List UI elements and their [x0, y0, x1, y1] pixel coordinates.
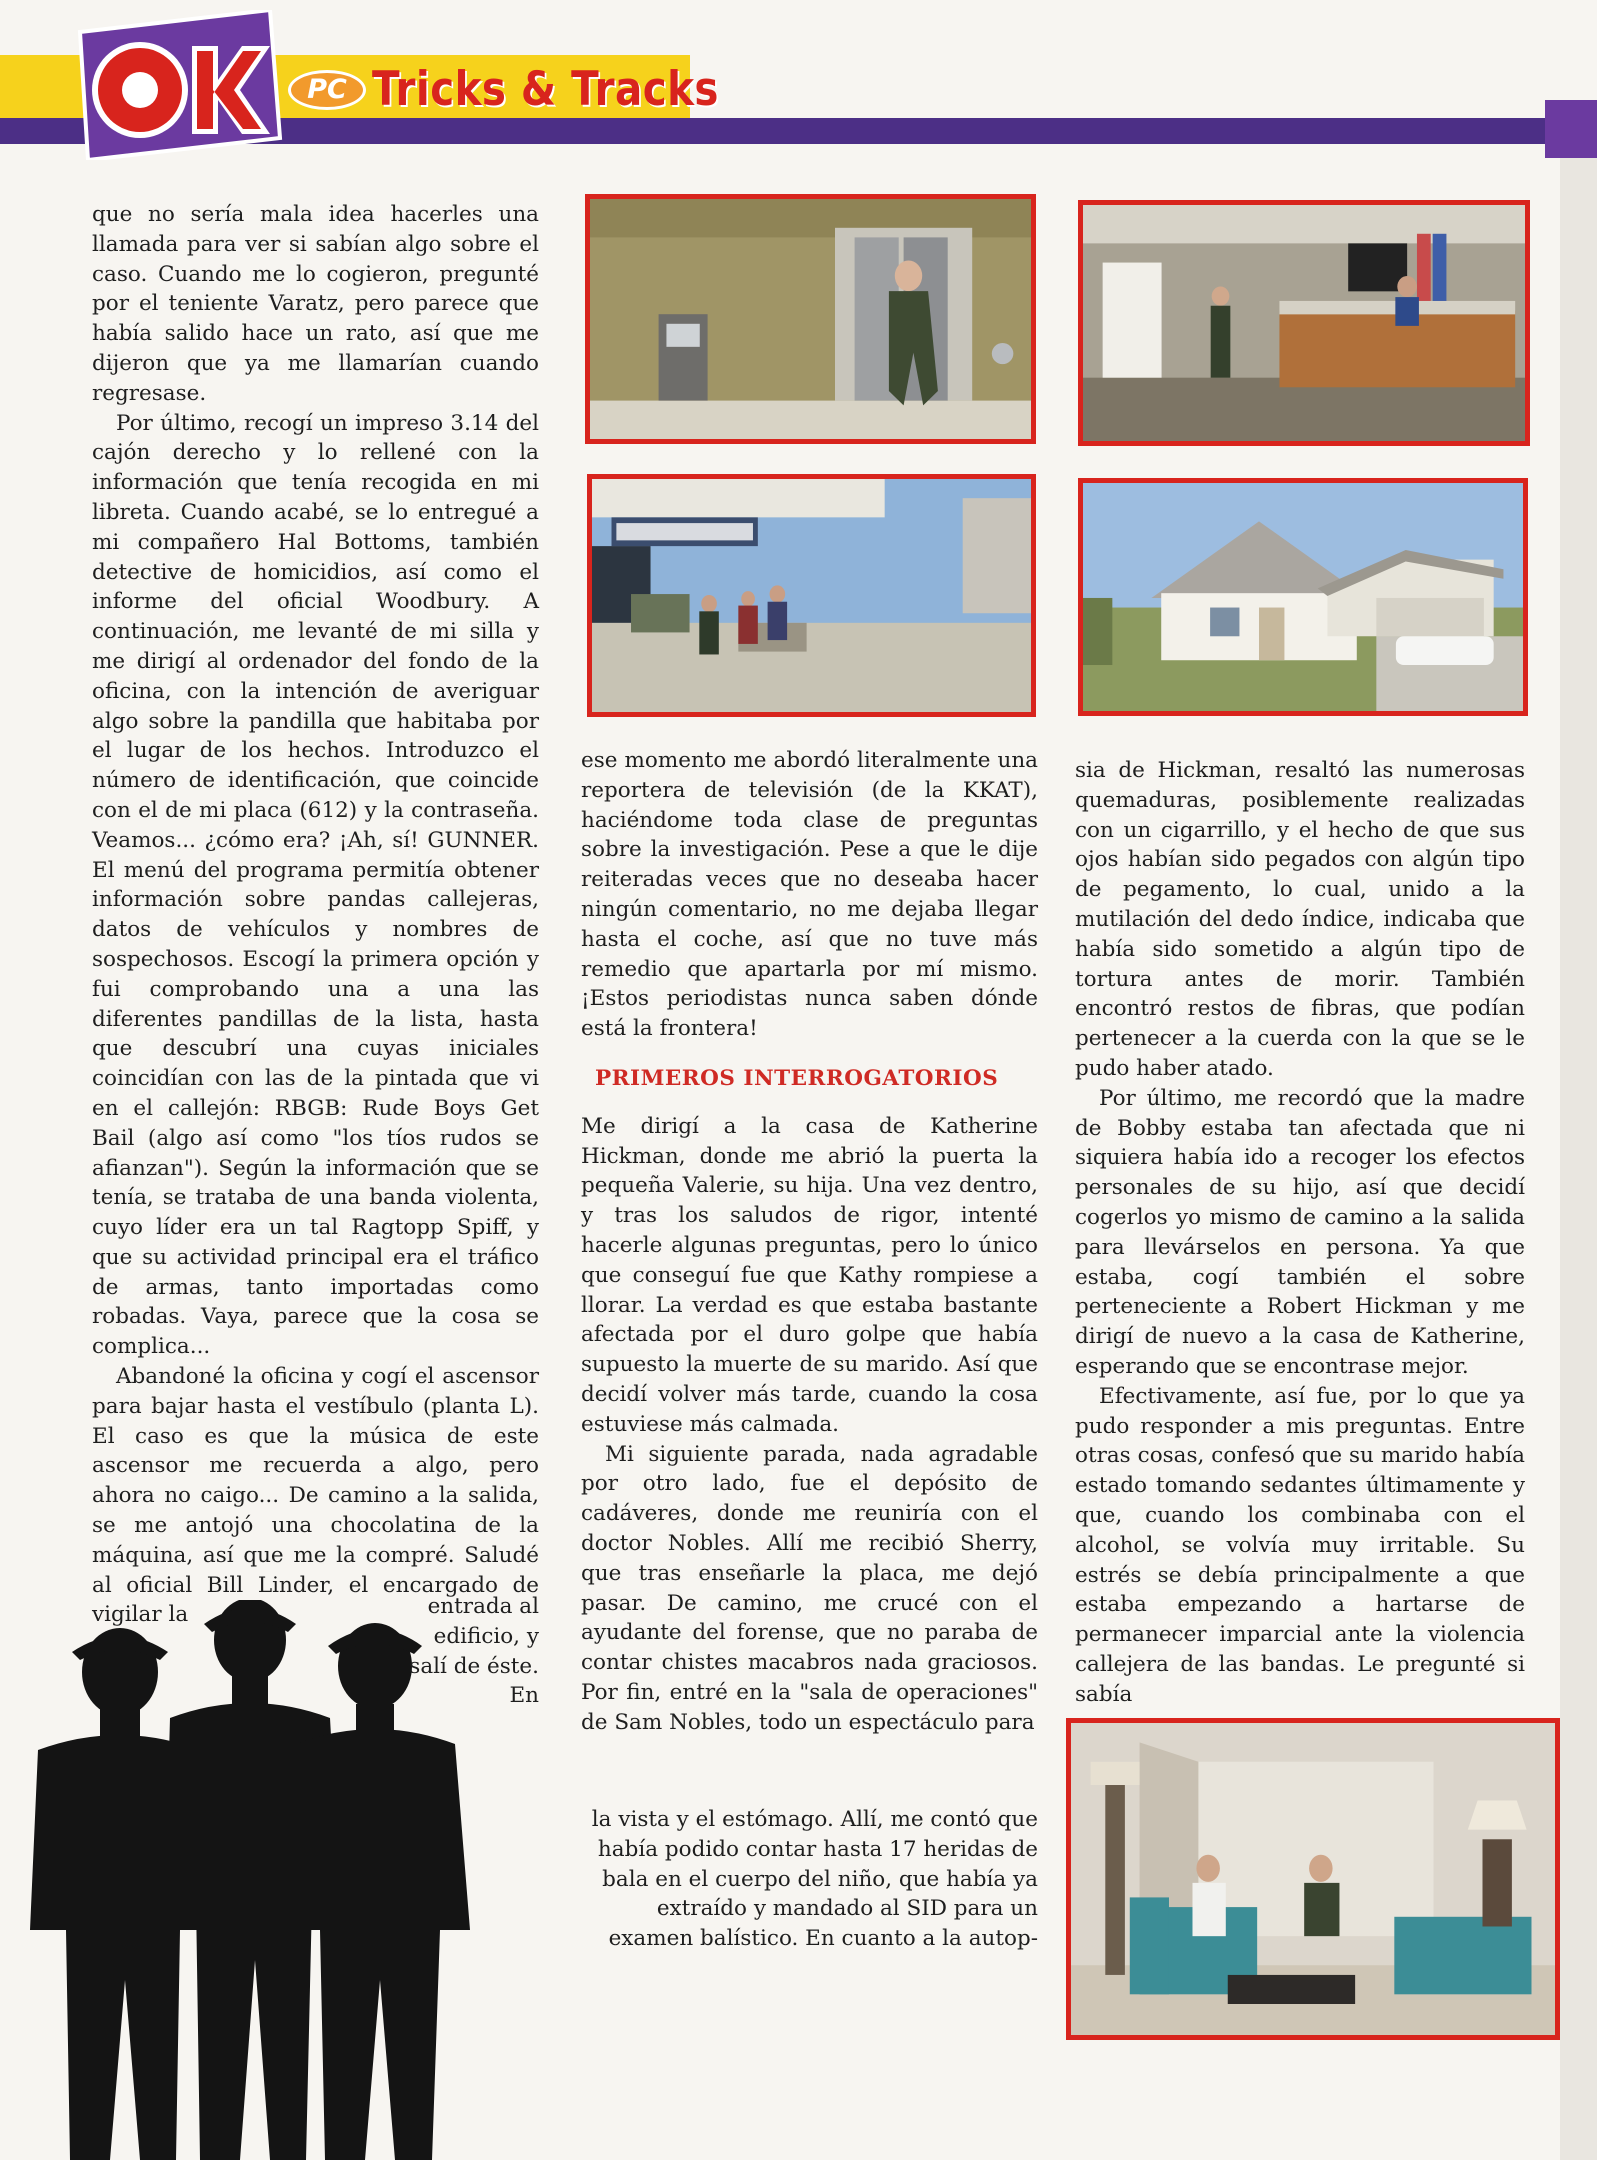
section-title: Tricks & Tracks — [372, 62, 719, 117]
col3-paragraph-3: Efectivamente, así fue, por lo que ya pudo responder a mis preguntas. Entre otras cosas, confesó que su marido había estado tomando sedantes últimamente y que, cuando los combinaba con el alcohol, se volvía muy irritable. Su estrés se debía principalmente a que estaba empezando a hartarse de permanecer imparcial ante la violencia callejera de las bandas. Le pregunté si sabía — [1075, 1383, 1525, 1707]
text-column-2 — [581, 746, 1038, 1738]
col1-tail-text: entrada al edificio, y salí de éste. En — [409, 1594, 539, 1709]
ok-logo-text: OK — [177, 90, 179, 91]
col2-paragraph-2: Me dirigí a la casa de Katherine Hickman, donde me abrió la puerta la pequeña Valerie, su hija. Una vez dentro, y tras los saludos de rigor, intenté hacerle algunas preguntas, pero lo único que conseguí fue que Kathy rompiese a llorar. La verdad es que estaba bastante afectada por el duro golpe que había supuesto la muerte de su marido. Así que decidí volver más tarde, cuando la cosa estuviese más calmada. — [581, 1113, 1038, 1437]
screenshot-elevator-lobby — [585, 194, 1036, 444]
screenshot-police-station-exterior — [587, 474, 1036, 717]
col2-paragraph-1: ese momento me abordó literalmente una reportera de televisión (de la KKAT), haciéndome toda clase de preguntas sobre la investigación. Pese a que le dije reiteradas veces que no deseaba hacer ningún comentario, no me dejaba llegar hasta el coche, así que no tuve más remedio que apartarla por mí mismo. ¡Estos periodistas nunca saben dónde está la frontera! — [581, 748, 1038, 1042]
text-column-1 — [92, 200, 539, 1630]
page-edge — [1560, 145, 1597, 2160]
col1-paragraph-1: que no sería mala idea hacerles una llamada para ver si sabían algo sobre el caso. Cuando me lo cogieron, pregunté por el teniente Varatz, pero parece que había salido hace un rato, así que me dijeron que ya me llamarían cuando regresase. — [92, 202, 539, 406]
text-column-3 — [1075, 756, 1525, 1710]
screenshot-police-front-desk — [1078, 200, 1530, 446]
section-subheading: PRIMEROS INTERROGATORIOS — [595, 1065, 999, 1091]
col3-paragraph-2: Por último, me recordó que la madre de Bobby estaba tan afectada que ni siquiera había ido a recoger los efectos personales de su hijo, así que decidí cogerlos yo mismo de camino a la salida para llevárselos en persona. Ya que estaba, cogí también el sobre perteneciente a Robert Hickman y me dirigí de nuevo a la casa de Katherine, esperando que se encontrase mejor. — [1075, 1085, 1525, 1379]
col1-paragraph-3: Abandoné la oficina y cogí el ascensor para bajar hasta el vestíbulo (planta L). El caso es que la música de este ascensor me recuerda a algo, pero ahora no caigo... De camino a la salida, se me antojó una chocolatina de la máquina, así que me la compré. Saludé al oficial Bill Linder, el encargado de vigilar la — [92, 1364, 539, 1628]
pc-badge: PC — [288, 70, 366, 110]
page-header — [0, 0, 1597, 200]
ok-logo — [70, 10, 285, 160]
col1-paragraph-2: Por último, recogí un impreso 3.14 del cajón derecho y lo rellené con la información que tenía recogida en mi libreta. Cuando acabé, se lo entregué a mi compañero Hal Bottoms, también detective de homicidios, así como el informe del oficial Woodbury. A continuación, me levanté de mi silla y me dirigí al ordenador del fondo de la oficina, con la intención de averiguar algo sobre la pandilla que habitaba por el lugar de los hechos. Introduzco el número de identificación, que coincide con el de mi placa (612) y la contraseña. Veamos... ¿cómo era? ¡Ah, sí! GUNNER. El menú del programa permitía obtener información sobre pandas callejeras, datos de vehículos y nombres de sospechosos. Escogí la primera opción y fui comprobando una a una las diferentes pandillas de la lista, hasta que descubrí una cuyas iniciales coincidían con las de la pintada que vi en el callejón: RBGB: Rude Boys Get Bail (algo así como "los tíos rudos se afianzan"). Según la información que se tenía, se trataba de una banda violenta, cuyo líder era un tal Ragtopp Spiff, y que su actividad principal era el tráfico de armas, tanto importadas como robadas. Vaya, parece que la cosa se complica... — [92, 410, 539, 1360]
screenshot-hickman-house — [1078, 478, 1528, 716]
col2-tail-text: la vista y el estómago. Allí, me contó que había podido contar hasta 17 heridas de bala en el cuerpo del niño, que había ya extraído y mandado al SID para un examen balístico. En cuanto a la autop- — [591, 1807, 1038, 1952]
header-purple-tab — [1545, 100, 1597, 158]
col2-paragraph-3: Mi siguiente parada, nada agradable por otro lado, fue el depósito de cadáveres, donde me reuniría con el doctor Nobles. Allí me recibió Sherry, que tras enseñarle la placa, me dejó pasar. De camino, me crucé con el ayudante del forense, que no paraba de contar chistes macabros nada graciosos. Por fin, entré en la "sala de operaciones" de Sam Nobles, todo un espectáculo para — [581, 1441, 1038, 1735]
col3-paragraph-1: sia de Hickman, resaltó las numerosas quemaduras, posiblemente realizadas con un cigarrillo, y el hecho de que sus ojos habían sido pegados con algún tipo de pegamento, lo cual, unido a la mutilación del dedo índice, indicaba que había sido sometido a algún tipo de tortura antes de morir. También encontró restos de fibras, que podían pertenecer a la cuerda con la que se le pudo haber atado. — [1075, 758, 1525, 1081]
screenshot-living-room-interview — [1066, 1718, 1560, 2040]
